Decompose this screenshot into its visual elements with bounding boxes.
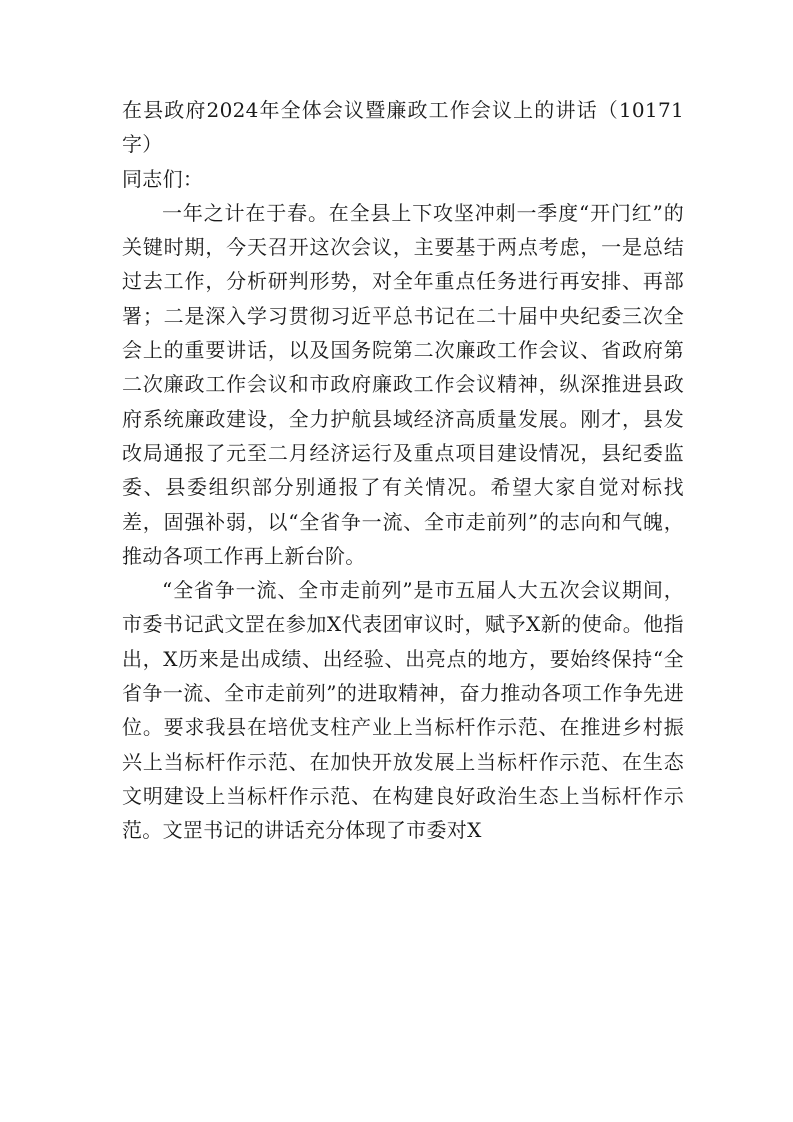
paragraph-2: “全省争一流、全市走前列”是市五届人大五次会议期间，市委书记武文罡在参加X代表团审议时，赋予X新的使命。他指出，X历来是出成绩、出经验、出亮点的地方，要始终保持“全省争一流、全市走前列”的进取精神，奋力推动各项工作争先进位。要求我县在培优支柱产业上当标杆作示范、在推进乡村振兴上当标杆作示范、在加快开放发展上当标杆作示范、在生态文明建设上当标杆作示范、在构建良好政治生态上当标杆作示范。文罡书记的讲话充分体现了市委对X — [122, 578, 684, 843]
document-body — [122, 93, 684, 848]
greeting: 同志们： — [122, 166, 204, 191]
paragraph-1: 一年之计在于春。在全县上下攻坚冲刺一季度“开门红”的关键时期，今天召开这次会议，主要基于两点考虑，一是总结过去工作，分析研判形势，对全年重点任务进行再安排、再部署；二是深入学习贯彻习近平总书记在二十届中央纪委三次全会上的重要讲话，以及国务院第二次廉政工作会议、省政府第二次廉政工作会议和市政府廉政工作会议精神，纵深推进县政府系统廉政建设，全力护航县域经济高质量发展。刚才，县发改局通报了元至二月经济运行及重点项目建设情况，县纪委监委、县委组织部分别通报了有关情况。希望大家自觉对标找差，固强补弱，以“全省争一流、全市走前列”的志向和气魄，推动各项工作再上新台阶。 — [122, 200, 684, 568]
document-title-line-1: 在县政府2024年全体会议暨廉政工作会议上的讲话（10171 — [122, 98, 684, 122]
document-title-line-2: 字） — [122, 132, 163, 157]
